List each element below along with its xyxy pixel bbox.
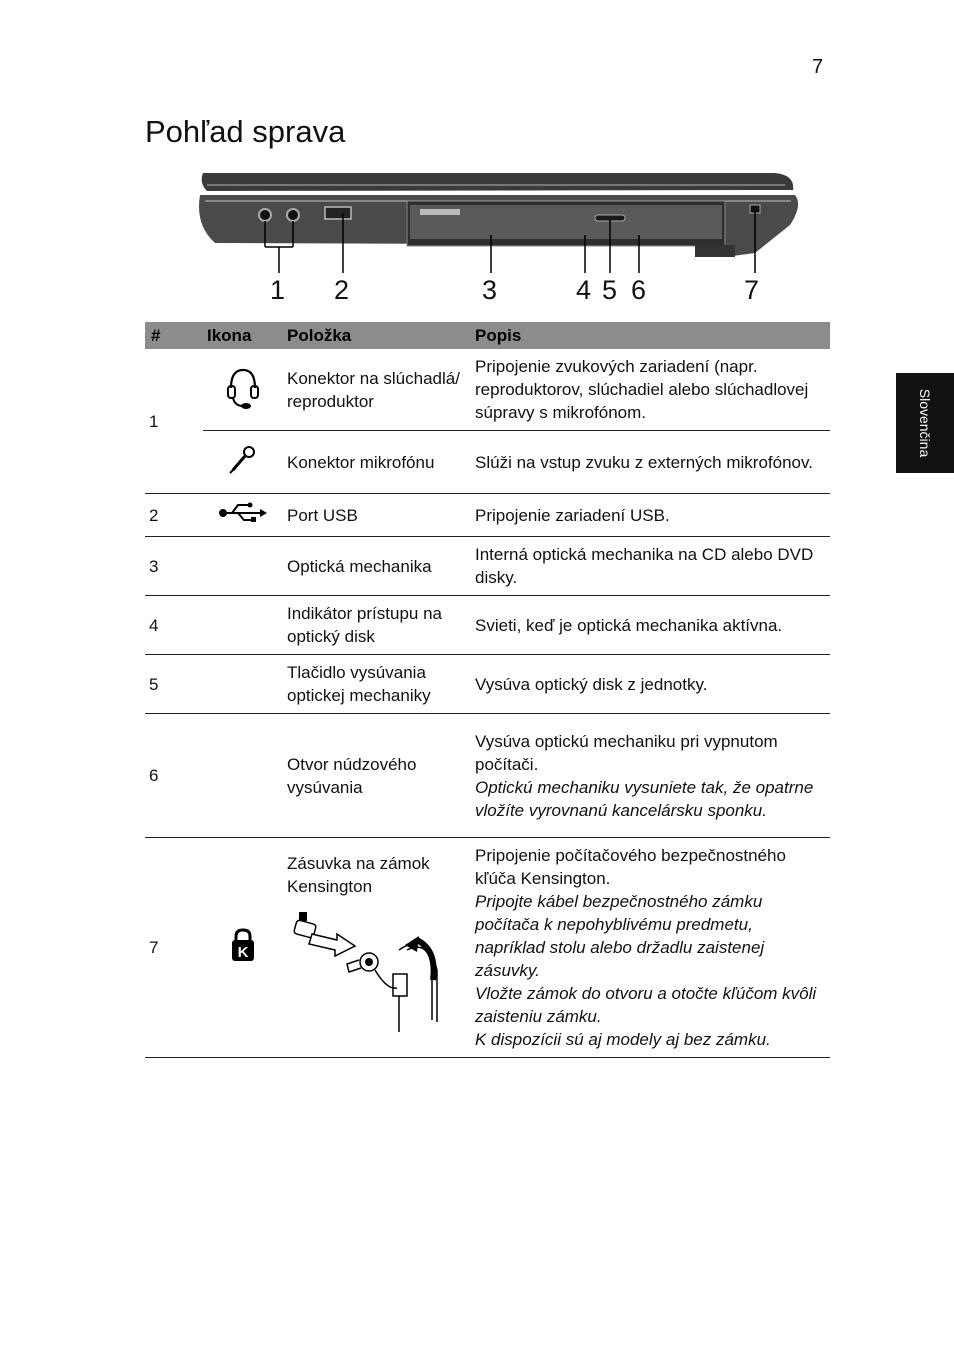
usb-port <box>325 207 351 219</box>
callout-3: 3 <box>482 275 498 305</box>
description-note: K dispozícii sú aj modely aj bez zámku. <box>475 1030 771 1049</box>
callout-7: 7 <box>744 275 760 305</box>
row-number: 3 <box>145 537 203 596</box>
header-num: # <box>145 322 203 349</box>
description-note: Vložte zámok do otvoru a otočte kľúčom kvôli zaisteniu zámku. <box>475 984 817 1026</box>
table-row <box>145 431 830 494</box>
language-tab-label: Slovenčina <box>917 388 933 458</box>
table-row <box>145 494 830 537</box>
description-text: Svieti, keď je optická mechanika aktívna. <box>475 615 783 635</box>
item-description <box>471 838 830 1058</box>
description-text: Slúži na vstup zvuku z externých mikrofónov. <box>475 452 813 472</box>
item-description <box>471 596 830 655</box>
item-description <box>471 431 830 494</box>
item-description <box>471 714 830 838</box>
icon-cell <box>203 655 283 714</box>
item-name: Konektor mikrofónu <box>283 431 471 494</box>
laptop-right-side-illustration <box>195 165 805 315</box>
table-row <box>145 838 830 1058</box>
callout-1: 1 <box>270 275 286 305</box>
svg-text:K: K <box>237 943 249 961</box>
icon-cell <box>203 494 283 537</box>
microphone-jack <box>287 209 299 221</box>
kensington-lock-icon <box>229 927 257 963</box>
row-number: 6 <box>145 714 203 838</box>
item-description <box>471 537 830 596</box>
callout-4: 4 <box>576 275 592 305</box>
usb-icon <box>218 500 268 524</box>
table-row <box>145 596 830 655</box>
headset-icon <box>225 364 261 410</box>
ports-table <box>145 322 830 1058</box>
header-desc: Popis <box>471 322 830 349</box>
item-name: Indikátor prístupu na optický disk <box>283 596 471 655</box>
description-text: Pripojenie zariadení USB. <box>475 505 670 525</box>
description-text: Pripojenie počítačového bezpečnostného kľúča Kensington. <box>475 846 786 888</box>
item-name: Otvor núdzového vysúvania <box>283 714 471 838</box>
laptop-lid <box>202 173 794 191</box>
language-tab <box>896 373 954 473</box>
headphone-jack <box>259 209 271 221</box>
icon-cell <box>203 714 283 838</box>
item-description <box>471 655 830 714</box>
callout-5: 5 <box>602 275 618 305</box>
item-name: Zásuvka na zámok Kensington <box>287 854 430 896</box>
icon-cell <box>203 349 283 431</box>
row-number: 7 <box>145 838 203 1058</box>
item-cell <box>283 838 471 1058</box>
item-description <box>471 349 830 431</box>
item-name: Port USB <box>283 494 471 537</box>
icon-cell <box>203 838 283 1058</box>
icon-cell <box>203 537 283 596</box>
description-text: Interná optická mechanika na CD alebo DVD disky. <box>475 545 814 587</box>
description-note: Optickú mechaniku vysuniete tak, že opatrne vložíte vyrovnanú kancelársku sponku. <box>475 777 814 820</box>
table-row <box>145 655 830 714</box>
row-number: 5 <box>145 655 203 714</box>
header-icon: Ikona <box>203 322 283 349</box>
description-text: Pripojenie zvukových zariadení (napr. reproduktorov, slúchadiel alebo slúchadlovej súpravy s mikrofónom. <box>475 357 809 422</box>
optical-drive-logo <box>420 209 460 215</box>
page-title: Pohľad sprava <box>145 114 346 149</box>
callout-2: 2 <box>334 275 350 305</box>
table-row <box>145 537 830 596</box>
icon-cell <box>203 596 283 655</box>
item-description <box>471 494 830 537</box>
microphone-icon <box>227 443 259 475</box>
table-header-row <box>145 322 830 349</box>
kensington-lock-illustration <box>287 910 447 1035</box>
table-row <box>145 714 830 838</box>
item-name: Tlačidlo vysúvania optickej mechaniky <box>283 655 471 714</box>
icon-cell <box>203 431 283 494</box>
page-number: 7 <box>812 56 824 78</box>
row-number: 4 <box>145 596 203 655</box>
item-name: Konektor na slúchadlá/ reproduktor <box>283 349 471 431</box>
row-number: 1 <box>145 349 203 494</box>
row-number: 2 <box>145 494 203 537</box>
callout-6: 6 <box>631 275 647 305</box>
header-item: Položka <box>283 322 471 349</box>
laptop-foot <box>695 245 735 257</box>
description-note: Pripojte kábel bezpečnostného zámku počítača k nepohyblivému predmetu, napríklad stolu alebo držadlu zaistenej zásuvky. <box>475 892 765 980</box>
description-text: Vysúva optickú mechaniku pri vypnutom počítači. <box>475 731 778 774</box>
table-row <box>145 349 830 431</box>
description-text: Vysúva optický disk z jednotky. <box>475 674 708 694</box>
item-name: Optická mechanika <box>283 537 471 596</box>
